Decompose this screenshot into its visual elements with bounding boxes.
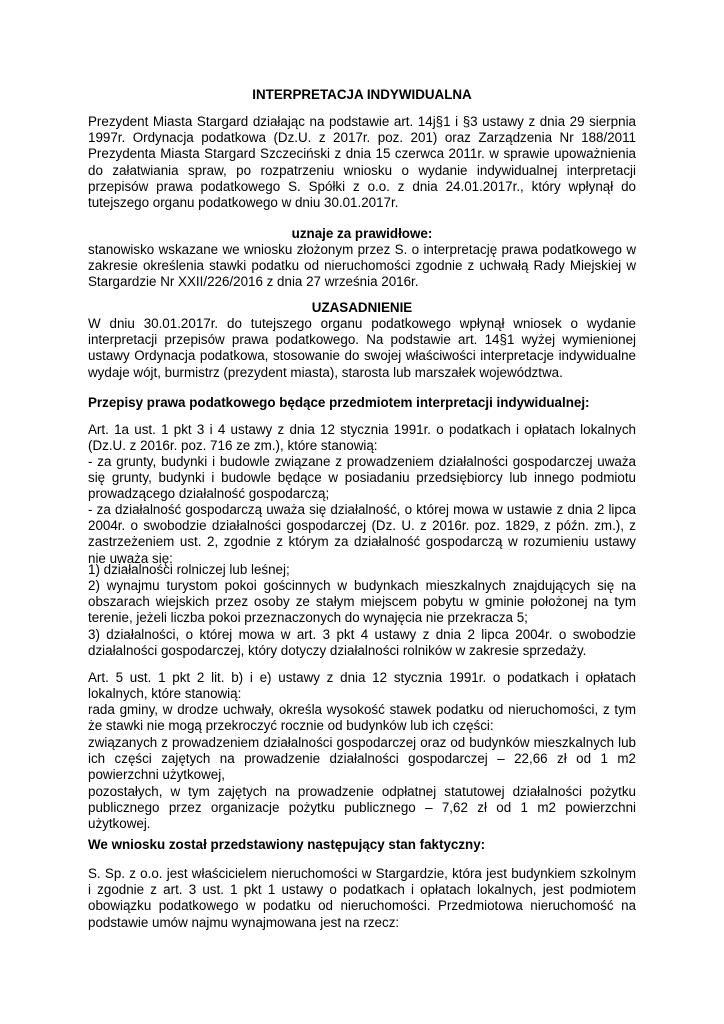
art5-intro: Art. 5 ust. 1 pkt 2 lit. b) i e) ustawy z dnia 12 stycznia 1991r. o podatkach i opłatach lokalnych, które stanowią: [88, 670, 636, 702]
decision-heading: uznaje za prawidłowe: [291, 226, 433, 241]
art5-line-1: rada gminy, w drodze uchwały, określa wysokość stawek podatku od nieruchomości, z tym że stawki nie mogą przekroczyć rocznie od budynków lub ich części: [88, 702, 636, 734]
intro-paragraph: Prezydent Miasta Stargard działając na podstawie art. 14j§1 i §3 ustawy z dnia 29 sierpnia 1997r. Ordynacja podatkowa (Dz.U. z 2017r. poz. 201) oraz Zarządzenia Nr 188/2011 Prezydenta Miasta Stargard Szczeciński z dnia 15 czerwca 2011r. w sprawie upoważnienia do załatwiania spraw, po rozpatrzeniu wniosku o wydanie indywidualnej interpretacji przepisów prawa podatkowego S. Spółki z o.o. z dnia 24.01.2017r., który wpłynął do tutejszego organu podatkowego w dniu 30.01.2017r. [88, 114, 636, 211]
art1a-intro: Art. 1a ust. 1 pkt 3 i 4 ustawy z dnia 12 stycznia 1991r. o podatkach i opłatach lokalnych (Dz.U. z 2016r. poz. 716 ze zm.), które stanowią: [88, 422, 636, 454]
art1a-item-1: - za grunty, budynki i budowle związane z prowadzeniem działalności gospodarczej uważa się grunty, budynki i budowle będące w posiadaniu przedsiębiorcy lub innego podmiotu prowadzącego działalność gospodarczą; [88, 454, 636, 502]
art1a-item-2: - za działalność gospodarczą uważa się działalność, o której mowa w ustawie z dnia 2 lipca 2004r. o swobodzie działalności gospodarczej (Dz. U. z 2016r. poz. 1829, z późn. zm.), z zastrzeżeniem ust. 2, zgodnie z którym za działalność gospodarczą w rozumieniu ustawy nie uważa się: [88, 502, 636, 566]
justification-heading: UZASADNIENIE [311, 300, 413, 315]
facts-paragraph: S. Sp. z o.o. jest właścicielem nieruchomości w Stargardzie, która jest budynkiem szkolnym i zgodnie z art. 3 ust. 1 pkt 1 ustawy o podatkach i opłatach lokalnych, jest podmiotem obowiązku podatkowego w podatku od nieruchomości. Przedmiotowa nieruchomość na podstawie umów najmu wynajmowana jest na rzecz: [88, 866, 636, 930]
justification-paragraph: W dniu 30.01.2017r. do tutejszego organu podatkowego wpłynął wniosek o wydanie interpretacji przepisów prawa podatkowego. Na podstawie art. 14§1 wyżej wymienionej ustawy Ordynacja podatkowa, stosowanie do swojej właściwości interpretacje indywidualne wydaje wójt, burmistrz (prezydent miasta), starosta lub marszałek województwa. [88, 316, 636, 380]
art5-line-2: związanych z prowadzeniem działalności gospodarczej oraz od budynków mieszkalnych lub ich części zajętych na prowadzenie działalności gospodarczej – 22,66 zł od 1 m2 powierzchni użytkowej, [88, 735, 636, 783]
decision-paragraph: stanowisko wskazane we wniosku złożonym przez S. o interpretację prawa podatkowego w zakresie określenia stawki podatku od nieruchomości zgodnie z uchwałą Rady Miejskiej w Stargardzie Nr XXII/226/2016 z dnia 27 września 2016r. [88, 242, 636, 290]
art5-line-3: pozostałych, w tym zajętych na prowadzenie odpłatnej statutowej działalności pożytku publicznego przez organizacje pożytku publicznego – 7,62 zł od 1 m2 powierzchni użytkowej. [88, 784, 636, 832]
provisions-heading: Przepisy prawa podatkowego będące przedmiotem interpretacji indywidualnej: [88, 395, 590, 410]
document-title: INTERPRETACJA INDYWIDUALNA [252, 87, 472, 102]
art1a-subitem-1: 1) działalności rolniczej lub leśnej; [88, 562, 290, 577]
facts-heading: We wniosku został przedstawiony następujący stan faktyczny: [88, 837, 486, 852]
art1a-subitem-3: 3) działalności, o której mowa w art. 3 pkt 4 ustawy z dnia 2 lipca 2004r. o swobodzie działalności gospodarczej, który dotyczy działalności rolników w zakresie sprzedaży. [88, 627, 636, 659]
art1a-subitem-2: 2) wynajmu turystom pokoi gościnnych w budynkach mieszkalnych znajdujących się na obszarach wiejskich przez osoby ze stałym miejscem pobytu w gminie położonej na tym terenie, jeżeli liczba pokoi przeznaczonych do wynajęcia nie przekracza 5; [88, 578, 636, 626]
